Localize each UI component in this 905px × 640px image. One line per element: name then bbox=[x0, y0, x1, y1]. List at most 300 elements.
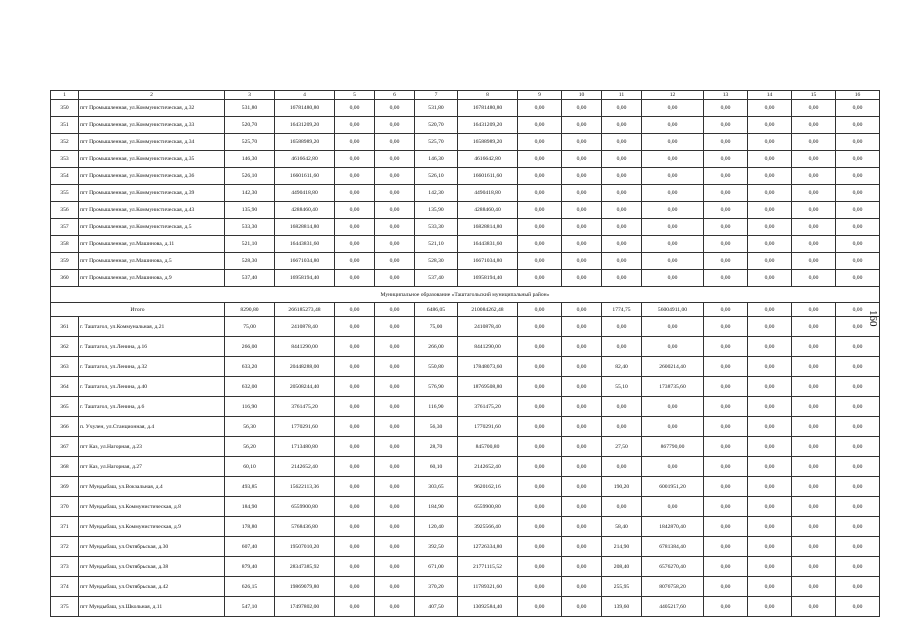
table-cell: 4490418,80 bbox=[275, 185, 335, 202]
table-row bbox=[51, 253, 880, 270]
table-cell: 0,00 bbox=[562, 597, 602, 617]
table-row bbox=[51, 337, 880, 357]
table-row bbox=[51, 437, 880, 457]
table-cell: 0,00 bbox=[792, 597, 836, 617]
table-cell: 0,00 bbox=[704, 219, 748, 236]
table-cell: 7 bbox=[415, 91, 458, 100]
table-cell: 0,00 bbox=[704, 357, 748, 377]
table-cell: 0,00 bbox=[518, 270, 562, 287]
table-cell: 0,00 bbox=[562, 397, 602, 417]
table-cell: 0,00 bbox=[518, 397, 562, 417]
table-cell: 0,00 bbox=[335, 117, 375, 134]
table-cell: 352 bbox=[51, 134, 79, 151]
table-cell: 0,00 bbox=[748, 497, 792, 517]
table-cell: 361 bbox=[51, 317, 79, 337]
table-cell: 1713480,80 bbox=[275, 437, 335, 457]
table-cell: пгт Промышленная, ул.Коммунистическая, д.35 bbox=[79, 151, 225, 168]
table-cell: 354 bbox=[51, 168, 79, 185]
table-cell: 16601611,60 bbox=[458, 168, 518, 185]
table-cell: пгт Промышленная, ул.Машиновa, д.9 bbox=[79, 270, 225, 287]
table-cell: 0,00 bbox=[792, 577, 836, 597]
table-cell: 0,00 bbox=[642, 100, 704, 117]
table-cell: 17497802,00 bbox=[275, 597, 335, 617]
table-cell: 0,00 bbox=[375, 337, 415, 357]
table-cell: 867790,00 bbox=[642, 437, 704, 457]
table-cell: 0,00 bbox=[704, 236, 748, 253]
table-cell: 0,00 bbox=[602, 270, 642, 287]
table-cell: 0,00 bbox=[375, 168, 415, 185]
table-cell: 0,00 bbox=[518, 236, 562, 253]
table-cell: 266,00 bbox=[225, 337, 275, 357]
table-cell: 0,00 bbox=[642, 317, 704, 337]
table-cell: 0,00 bbox=[836, 517, 880, 537]
table-cell: 0,00 bbox=[335, 597, 375, 617]
table-row bbox=[51, 577, 880, 597]
table-cell: 0,00 bbox=[836, 337, 880, 357]
table-cell: 0,00 bbox=[748, 303, 792, 317]
table-cell: 0,00 bbox=[704, 577, 748, 597]
table-cell: 6781384,40 bbox=[642, 537, 704, 557]
table-cell: 0,00 bbox=[375, 236, 415, 253]
table-header-row bbox=[51, 91, 880, 100]
table-cell: 12726334,80 bbox=[458, 537, 518, 557]
table-cell: 0,00 bbox=[704, 151, 748, 168]
table-cell: 0,00 bbox=[518, 202, 562, 219]
table-cell: 520,70 bbox=[415, 117, 458, 134]
table-cell: 0,00 bbox=[836, 577, 880, 597]
table-cell: 0,00 bbox=[792, 417, 836, 437]
table-cell: 11789321,60 bbox=[458, 577, 518, 597]
table-cell: 56,20 bbox=[225, 437, 275, 457]
table-cell: 0,00 bbox=[518, 437, 562, 457]
table-cell: 0,00 bbox=[836, 303, 880, 317]
table-cell: 0,00 bbox=[704, 377, 748, 397]
table-cell: 0,00 bbox=[704, 457, 748, 477]
table-cell: 0,00 bbox=[704, 597, 748, 617]
table-cell: 0,00 bbox=[335, 437, 375, 457]
table-row bbox=[51, 151, 880, 168]
table-cell: 0,00 bbox=[518, 134, 562, 151]
table-cell: 16588989,20 bbox=[275, 134, 335, 151]
table-cell: 3761475,20 bbox=[458, 397, 518, 417]
table-cell: 0,00 bbox=[335, 497, 375, 517]
table-cell: 531,80 bbox=[225, 100, 275, 117]
table-cell: 6 bbox=[375, 91, 415, 100]
table-cell: 116,90 bbox=[415, 397, 458, 417]
table-cell: 16431209,20 bbox=[458, 117, 518, 134]
table-cell: 369 bbox=[51, 477, 79, 497]
table-cell: 0,00 bbox=[792, 397, 836, 417]
table-cell: 531,80 bbox=[415, 100, 458, 117]
table-cell: 12 bbox=[642, 91, 704, 100]
table-cell: 0,00 bbox=[704, 437, 748, 457]
table-cell: 0,00 bbox=[836, 497, 880, 517]
table-cell: 0,00 bbox=[335, 219, 375, 236]
table-cell: 135,90 bbox=[225, 202, 275, 219]
table-cell: 0,00 bbox=[562, 377, 602, 397]
table-cell: 671,00 bbox=[415, 557, 458, 577]
table-cell: 0,00 bbox=[642, 117, 704, 134]
table-cell: 0,00 bbox=[562, 317, 602, 337]
table-cell: 375 bbox=[51, 597, 79, 617]
table-cell: 358 bbox=[51, 236, 79, 253]
table-cell: 0,00 bbox=[836, 185, 880, 202]
table-cell: 60,10 bbox=[225, 457, 275, 477]
table-cell: 0,00 bbox=[375, 397, 415, 417]
table-cell: 0,00 bbox=[335, 337, 375, 357]
table-cell: 0,00 bbox=[836, 168, 880, 185]
table-cell: 0,00 bbox=[704, 270, 748, 287]
table-cell: 0,00 bbox=[704, 497, 748, 517]
table-cell: 493,85 bbox=[225, 477, 275, 497]
table-cell: 533,30 bbox=[225, 219, 275, 236]
table-cell: 0,00 bbox=[335, 202, 375, 219]
table-cell: 0,00 bbox=[792, 219, 836, 236]
table-cell: 0,00 bbox=[602, 168, 642, 185]
table-cell: 6001951,20 bbox=[642, 477, 704, 497]
table-row bbox=[51, 117, 880, 134]
table-cell: 28347385,92 bbox=[275, 557, 335, 577]
table-cell: пгт Промышленная, ул.Коммунистическая, д.43 bbox=[79, 202, 225, 219]
table-cell: 356 bbox=[51, 202, 79, 219]
table-cell: г. Таштагол, ул.Коммунальная, д.21 bbox=[79, 317, 225, 337]
table-cell: 0,00 bbox=[335, 417, 375, 437]
table-cell: 576,90 bbox=[415, 377, 458, 397]
table-cell: 139,60 bbox=[602, 597, 642, 617]
table-row bbox=[51, 100, 880, 117]
table-cell: 0,00 bbox=[704, 557, 748, 577]
table-cell: 0,00 bbox=[792, 457, 836, 477]
table-cell: 632,00 bbox=[225, 377, 275, 397]
data-table bbox=[50, 90, 880, 617]
table-cell: 0,00 bbox=[375, 134, 415, 151]
table-cell: 0,00 bbox=[642, 134, 704, 151]
table-cell: 0,00 bbox=[518, 303, 562, 317]
table-cell: 0,00 bbox=[792, 185, 836, 202]
table-cell: 0,00 bbox=[375, 185, 415, 202]
table-cell: 0,00 bbox=[375, 557, 415, 577]
table-cell: 0,00 bbox=[375, 253, 415, 270]
table-cell: 0,00 bbox=[602, 337, 642, 357]
table-cell: 0,00 bbox=[562, 457, 602, 477]
table-cell: пгт Мундыбаш, ул.Коммунистическая, д.9 bbox=[79, 517, 225, 537]
table-cell: 0,00 bbox=[602, 236, 642, 253]
table-cell: 0,00 bbox=[836, 317, 880, 337]
table-cell: 0,00 bbox=[836, 437, 880, 457]
table-cell: 0,00 bbox=[562, 134, 602, 151]
table-cell: 0,00 bbox=[562, 337, 602, 357]
table-cell: 362 bbox=[51, 337, 79, 357]
table-cell: 16958194,40 bbox=[275, 270, 335, 287]
table-row bbox=[51, 270, 880, 287]
table-row bbox=[51, 134, 880, 151]
table-cell: 0,00 bbox=[602, 202, 642, 219]
table-cell: 0,00 bbox=[642, 270, 704, 287]
table-cell: 0,00 bbox=[518, 337, 562, 357]
table-cell: 0,00 bbox=[642, 219, 704, 236]
table-row bbox=[51, 219, 880, 236]
table-cell: 0,00 bbox=[562, 437, 602, 457]
table-cell: 353 bbox=[51, 151, 79, 168]
table-cell: 19507010,20 bbox=[275, 537, 335, 557]
table-cell: 357 bbox=[51, 219, 79, 236]
table-cell: 10 bbox=[562, 91, 602, 100]
table-cell: 178,80 bbox=[225, 517, 275, 537]
table-cell: 146,30 bbox=[225, 151, 275, 168]
table-cell: 4 bbox=[275, 91, 335, 100]
table-cell: 526,10 bbox=[225, 168, 275, 185]
table-cell: 0,00 bbox=[792, 151, 836, 168]
table-cell: 372 bbox=[51, 537, 79, 557]
table-cell: 0,00 bbox=[375, 377, 415, 397]
table-cell: 0,00 bbox=[335, 151, 375, 168]
table-cell: 0,00 bbox=[748, 117, 792, 134]
table-cell: 0,00 bbox=[602, 117, 642, 134]
table-cell: 0,00 bbox=[375, 357, 415, 377]
table-cell: 363 bbox=[51, 357, 79, 377]
table-cell: 0,00 bbox=[335, 168, 375, 185]
table-cell: 0,00 bbox=[792, 537, 836, 557]
table-cell: 5768436,80 bbox=[275, 517, 335, 537]
table-cell: пгт Мундыбаш, ул.Коммунистическая, д.8 bbox=[79, 497, 225, 517]
table-cell: 1738735,60 bbox=[642, 377, 704, 397]
table-cell: 0,00 bbox=[792, 270, 836, 287]
table-cell: 0,00 bbox=[375, 577, 415, 597]
table-cell: 18769508,80 bbox=[458, 377, 518, 397]
table-cell: 0,00 bbox=[642, 457, 704, 477]
table-cell: 0,00 bbox=[748, 236, 792, 253]
table-cell: 13092584,40 bbox=[458, 597, 518, 617]
table-cell: 6576270,40 bbox=[642, 557, 704, 577]
table-cell: 0,00 bbox=[375, 477, 415, 497]
table-cell: 0,00 bbox=[375, 437, 415, 457]
table-cell: 8290,80 bbox=[225, 303, 275, 317]
table-cell: 0,00 bbox=[375, 117, 415, 134]
table-cell: 0,00 bbox=[642, 497, 704, 517]
table-cell: 0,00 bbox=[748, 357, 792, 377]
table-cell: 371 bbox=[51, 517, 79, 537]
table-cell: 0,00 bbox=[836, 477, 880, 497]
table-cell: 0,00 bbox=[518, 377, 562, 397]
table-cell: 1 bbox=[51, 91, 79, 100]
table-cell: 374 bbox=[51, 577, 79, 597]
table-cell: 16671034,80 bbox=[275, 253, 335, 270]
table-cell: 142,30 bbox=[415, 185, 458, 202]
table-row bbox=[51, 557, 880, 577]
table-cell: 0,00 bbox=[748, 417, 792, 437]
table-row bbox=[51, 477, 880, 497]
table-cell: 0,00 bbox=[335, 357, 375, 377]
table-cell: 0,00 bbox=[836, 134, 880, 151]
table-cell: 4288460,40 bbox=[458, 202, 518, 219]
table-cell: 0,00 bbox=[562, 557, 602, 577]
table-cell: 58,40 bbox=[602, 517, 642, 537]
table-cell: 116,90 bbox=[225, 397, 275, 417]
table-cell: 0,00 bbox=[792, 317, 836, 337]
table-cell: 0,00 bbox=[748, 185, 792, 202]
table-cell: 0,00 bbox=[792, 557, 836, 577]
table-cell: 0,00 bbox=[748, 151, 792, 168]
table-cell: 0,00 bbox=[335, 236, 375, 253]
table-cell: 16 bbox=[836, 91, 880, 100]
table-cell: 351 bbox=[51, 117, 79, 134]
table-cell: 359 bbox=[51, 253, 79, 270]
table-cell: 0,00 bbox=[704, 117, 748, 134]
table-cell: пгт Мундыбаш, ул.Октябрьская, д.42 bbox=[79, 577, 225, 597]
table-cell: 255,95 bbox=[602, 577, 642, 597]
table-cell: 0,00 bbox=[602, 397, 642, 417]
table-cell: 0,00 bbox=[602, 100, 642, 117]
table-cell: 0,00 bbox=[704, 397, 748, 417]
table-cell: 0,00 bbox=[375, 597, 415, 617]
table-cell: 533,30 bbox=[415, 219, 458, 236]
table-cell: 0,00 bbox=[375, 270, 415, 287]
table-cell: 2142652,40 bbox=[275, 457, 335, 477]
table-cell: 0,00 bbox=[562, 168, 602, 185]
table-cell: 0,00 bbox=[792, 253, 836, 270]
table-cell: 0,00 bbox=[562, 253, 602, 270]
table-cell: 607,40 bbox=[225, 537, 275, 557]
table-cell: 1770291,60 bbox=[275, 417, 335, 437]
table-cell: 550,80 bbox=[415, 357, 458, 377]
table-cell: 2 bbox=[79, 91, 225, 100]
table-cell: 0,00 bbox=[335, 477, 375, 497]
table-cell: 0,00 bbox=[602, 497, 642, 517]
table-cell: 0,00 bbox=[836, 557, 880, 577]
table-cell: 0,00 bbox=[602, 457, 642, 477]
table-cell: 19869079,80 bbox=[275, 577, 335, 597]
table-cell: 0,00 bbox=[335, 537, 375, 557]
table-cell: 60,10 bbox=[415, 457, 458, 477]
table-cell: 392,50 bbox=[415, 537, 458, 557]
table-cell: 214,90 bbox=[602, 537, 642, 557]
table-cell: 0,00 bbox=[562, 117, 602, 134]
table-cell: 0,00 bbox=[602, 151, 642, 168]
table-cell: 0,00 bbox=[375, 317, 415, 337]
table-cell: 0,00 bbox=[335, 100, 375, 117]
table-cell: 365 bbox=[51, 397, 79, 417]
total-row bbox=[51, 303, 880, 317]
table-cell: 0,00 bbox=[836, 397, 880, 417]
table-cell: 16958194,40 bbox=[458, 270, 518, 287]
table-cell: 0,00 bbox=[518, 517, 562, 537]
table-cell: 0,00 bbox=[836, 219, 880, 236]
table-cell: 0,00 bbox=[704, 537, 748, 557]
table-cell: 0,00 bbox=[748, 377, 792, 397]
table-cell: 0,00 bbox=[335, 253, 375, 270]
table-cell: 0,00 bbox=[836, 597, 880, 617]
table-cell: 146,30 bbox=[415, 151, 458, 168]
table-cell: 1774,75 bbox=[602, 303, 642, 317]
table-cell: 135,90 bbox=[415, 202, 458, 219]
table-cell: 1842870,40 bbox=[642, 517, 704, 537]
table-cell: 8076758,20 bbox=[642, 577, 704, 597]
table-row bbox=[51, 357, 880, 377]
table-cell: пгт Мундыбаш, ул.Школьная, д.11 bbox=[79, 597, 225, 617]
table-cell: 0,00 bbox=[704, 303, 748, 317]
table-cell: 0,00 bbox=[704, 337, 748, 357]
table-cell: 0,00 bbox=[642, 417, 704, 437]
table-cell: 0,00 bbox=[335, 377, 375, 397]
table-cell: 21771115,52 bbox=[458, 557, 518, 577]
table-cell: г. Таштагол, ул.Ленина, д.16 bbox=[79, 337, 225, 357]
table-cell: 55,10 bbox=[602, 377, 642, 397]
table-row bbox=[51, 517, 880, 537]
table-cell: 82,40 bbox=[602, 357, 642, 377]
table-cell: 0,00 bbox=[642, 151, 704, 168]
table-cell: 0,00 bbox=[748, 557, 792, 577]
table-cell: 16443831,60 bbox=[275, 236, 335, 253]
table-cell: 0,00 bbox=[704, 517, 748, 537]
table-cell: 0,00 bbox=[562, 417, 602, 437]
table-cell: 0,00 bbox=[562, 185, 602, 202]
table-cell: 0,00 bbox=[792, 377, 836, 397]
table-cell: 0,00 bbox=[642, 168, 704, 185]
table-cell: 0,00 bbox=[518, 557, 562, 577]
table-cell: 0,00 bbox=[375, 303, 415, 317]
table-cell: 0,00 bbox=[518, 597, 562, 617]
table-cell: 266185273,48 bbox=[275, 303, 335, 317]
table-cell: 0,00 bbox=[704, 168, 748, 185]
table-cell: 28,70 bbox=[415, 437, 458, 457]
table-cell: 0,00 bbox=[335, 270, 375, 287]
table-cell: пгт Мундыбаш, ул.Октябрьская, д.38 bbox=[79, 557, 225, 577]
table-cell: 5 bbox=[335, 91, 375, 100]
table-cell: 0,00 bbox=[836, 537, 880, 557]
table-row bbox=[51, 597, 880, 617]
table-cell: 2410878,40 bbox=[275, 317, 335, 337]
table-cell: 0,00 bbox=[748, 202, 792, 219]
table-cell: 11 bbox=[602, 91, 642, 100]
table-cell: 368 bbox=[51, 457, 79, 477]
table-cell: 407,50 bbox=[415, 597, 458, 617]
table-cell: пгт Мундыбаш, ул.Октябрьская, д.30 bbox=[79, 537, 225, 557]
table-cell: 0,00 bbox=[748, 219, 792, 236]
table-row bbox=[51, 537, 880, 557]
table-cell: Муниципальное образование «Таштагольский муниципальный район» bbox=[51, 287, 880, 303]
table-cell: г. Таштагол, ул.Ленина, д.40 bbox=[79, 377, 225, 397]
table-cell: 0,00 bbox=[792, 337, 836, 357]
table-cell: 0,00 bbox=[375, 457, 415, 477]
table-cell: 0,00 bbox=[375, 417, 415, 437]
table-cell: 6559900,80 bbox=[275, 497, 335, 517]
table-cell: 0,00 bbox=[562, 497, 602, 517]
table-cell: 0,00 bbox=[704, 202, 748, 219]
table-cell: 0,00 bbox=[792, 497, 836, 517]
table-cell: пгт Промышленная, ул.Коммунистическая, д.34 bbox=[79, 134, 225, 151]
table-cell: 0,00 bbox=[642, 253, 704, 270]
table-cell: 0,00 bbox=[836, 270, 880, 287]
table-cell: 16781480,80 bbox=[458, 100, 518, 117]
table-cell: 0,00 bbox=[836, 253, 880, 270]
table-cell: 0,00 bbox=[375, 202, 415, 219]
table-cell: 0,00 bbox=[562, 303, 602, 317]
table-cell: 0,00 bbox=[518, 253, 562, 270]
table-cell: 0,00 bbox=[562, 151, 602, 168]
table-row bbox=[51, 497, 880, 517]
table-cell: Итого bbox=[51, 303, 225, 317]
table-cell: 16671034,80 bbox=[458, 253, 518, 270]
table-cell: 4490418,80 bbox=[458, 185, 518, 202]
table-cell: 0,00 bbox=[335, 577, 375, 597]
table-cell: 16601611,60 bbox=[275, 168, 335, 185]
page-number: 160 bbox=[867, 310, 879, 327]
table-cell: 0,00 bbox=[602, 253, 642, 270]
table-cell: 0,00 bbox=[602, 134, 642, 151]
table-cell: 0,00 bbox=[518, 497, 562, 517]
table-cell: 0,00 bbox=[792, 437, 836, 457]
table-cell: 528,30 bbox=[225, 253, 275, 270]
